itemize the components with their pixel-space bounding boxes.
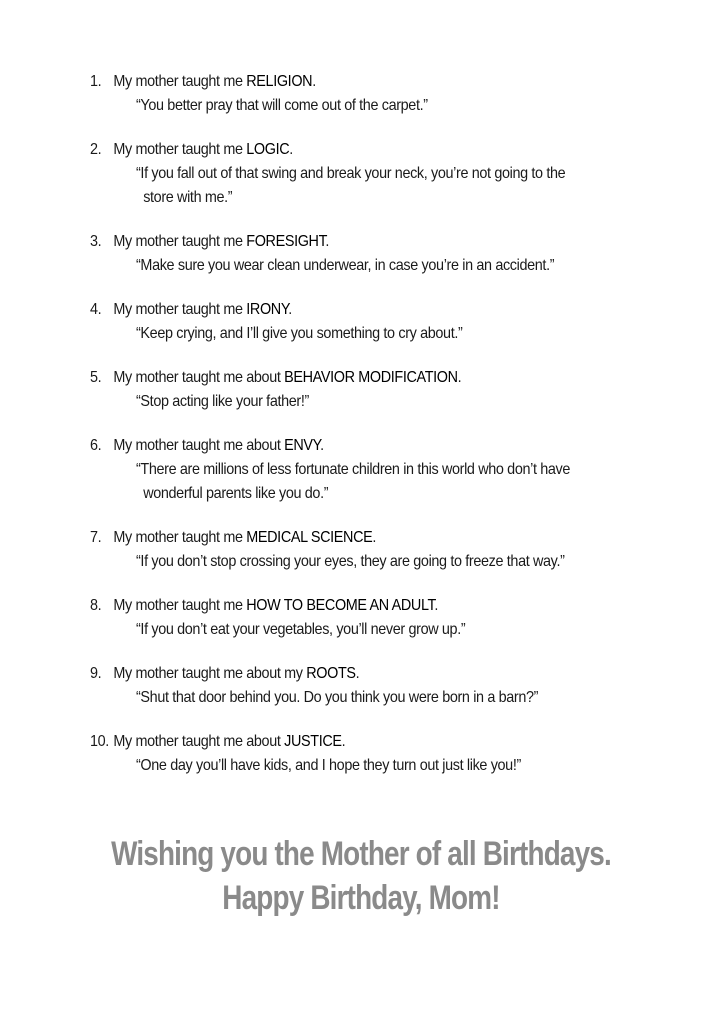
mother-quote — [136, 322, 640, 346]
lesson-heading — [90, 526, 630, 550]
lesson-period: . — [288, 301, 292, 318]
lesson-heading — [90, 138, 630, 162]
lesson-intro: My mother taught me — [113, 141, 243, 158]
list-item — [90, 366, 690, 434]
quote-line: “Shut that door behind you. Do you think you were born in a barn?” — [136, 689, 539, 706]
quote-line: “One day you’ll have kids, and I hope they turn out just like you!” — [136, 757, 521, 774]
list-item — [90, 138, 690, 230]
lesson-intro: My mother taught me about my — [113, 665, 303, 682]
lesson-heading — [90, 298, 630, 322]
list-item — [90, 298, 690, 366]
item-number: 10. — [90, 733, 109, 750]
lesson-period: . — [320, 437, 324, 454]
lesson-heading — [90, 230, 630, 254]
mother-quote — [136, 254, 640, 278]
lesson-intro: My mother taught me about — [113, 369, 281, 386]
mother-quote — [136, 94, 640, 118]
lesson-intro: My mother taught me — [113, 301, 243, 318]
quote-line: “There are millions of less fortunate children in this world who don’t have — [136, 461, 571, 478]
lesson-keyword: LOGIC — [246, 141, 290, 158]
mother-quote — [136, 162, 640, 210]
quote-line: “Make sure you wear clean underwear, in case you’re in an accident.” — [136, 257, 555, 274]
item-number: 1. — [90, 73, 102, 90]
list-item — [90, 434, 690, 526]
list-item — [90, 594, 690, 662]
lesson-period: . — [355, 665, 360, 682]
lesson-intro: My mother taught me — [113, 529, 243, 546]
lesson-period: . — [434, 597, 439, 614]
lessons-list — [90, 70, 690, 798]
lesson-keyword: BEHAVIOR MODIFICATION — [284, 369, 458, 386]
lesson-intro: My mother taught me about — [113, 437, 281, 454]
item-number: 7. — [90, 529, 102, 546]
lesson-intro: My mother taught me — [113, 73, 243, 90]
lesson-keyword: IRONY — [246, 301, 289, 318]
mother-quote — [136, 390, 640, 414]
quote-line: “Keep crying, and I’ll give you something to cry about.” — [136, 325, 463, 342]
closing-line-1: Wishing you the Mother of all Birthdays. — [111, 835, 611, 873]
lesson-keyword: HOW TO BECOME AN ADULT — [246, 597, 435, 614]
quote-line: “Stop acting like your father!” — [136, 393, 309, 410]
item-number: 2. — [90, 141, 102, 158]
item-number: 9. — [90, 665, 102, 682]
lesson-heading — [90, 366, 630, 390]
item-number: 5. — [90, 369, 102, 386]
mother-quote — [136, 458, 640, 506]
lesson-heading — [90, 730, 630, 754]
list-item — [90, 730, 690, 798]
lesson-intro: My mother taught me — [113, 233, 243, 250]
lesson-intro: My mother taught me about — [113, 733, 281, 750]
item-number: 6. — [90, 437, 102, 454]
lesson-keyword: FORESIGHT — [246, 233, 326, 250]
list-item — [90, 230, 690, 298]
quote-line: “If you fall out of that swing and break your neck, you’re not going to the — [136, 165, 566, 182]
mother-quote — [136, 618, 640, 642]
lesson-period: . — [312, 73, 316, 90]
list-item — [90, 662, 690, 730]
mother-quote — [136, 550, 640, 574]
lesson-heading — [90, 662, 630, 686]
lesson-keyword: ENVY — [284, 437, 321, 454]
closing-line-2: Happy Birthday, Mom! — [222, 879, 500, 917]
quote-line: store with me.” — [143, 189, 233, 206]
item-number: 3. — [90, 233, 102, 250]
lesson-period: . — [341, 733, 346, 750]
mother-quote — [136, 754, 640, 778]
lesson-period: . — [289, 141, 293, 158]
lesson-heading — [90, 594, 630, 618]
quote-line: “If you don’t eat your vegetables, you’ll never grow up.” — [136, 621, 466, 638]
item-number: 4. — [90, 301, 102, 318]
lesson-intro: My mother taught me — [113, 597, 243, 614]
closing-message — [0, 832, 722, 920]
lesson-period: . — [457, 369, 462, 386]
lesson-heading — [90, 70, 630, 94]
lesson-keyword: JUSTICE — [284, 733, 342, 750]
mother-quote — [136, 686, 640, 710]
item-number: 8. — [90, 597, 102, 614]
list-item — [90, 526, 690, 594]
quote-line: “If you don’t stop crossing your eyes, they are going to freeze that way.” — [136, 553, 565, 570]
lesson-keyword: ROOTS — [306, 665, 356, 682]
list-item — [90, 70, 690, 138]
lesson-keyword: MEDICAL SCIENCE — [246, 529, 373, 546]
lesson-keyword: RELIGION — [246, 73, 313, 90]
quote-line: “You better pray that will come out of the carpet.” — [136, 97, 428, 114]
lesson-period: . — [325, 233, 330, 250]
lesson-period: . — [372, 529, 377, 546]
quote-line: wonderful parents like you do.” — [143, 485, 329, 502]
lesson-heading — [90, 434, 630, 458]
